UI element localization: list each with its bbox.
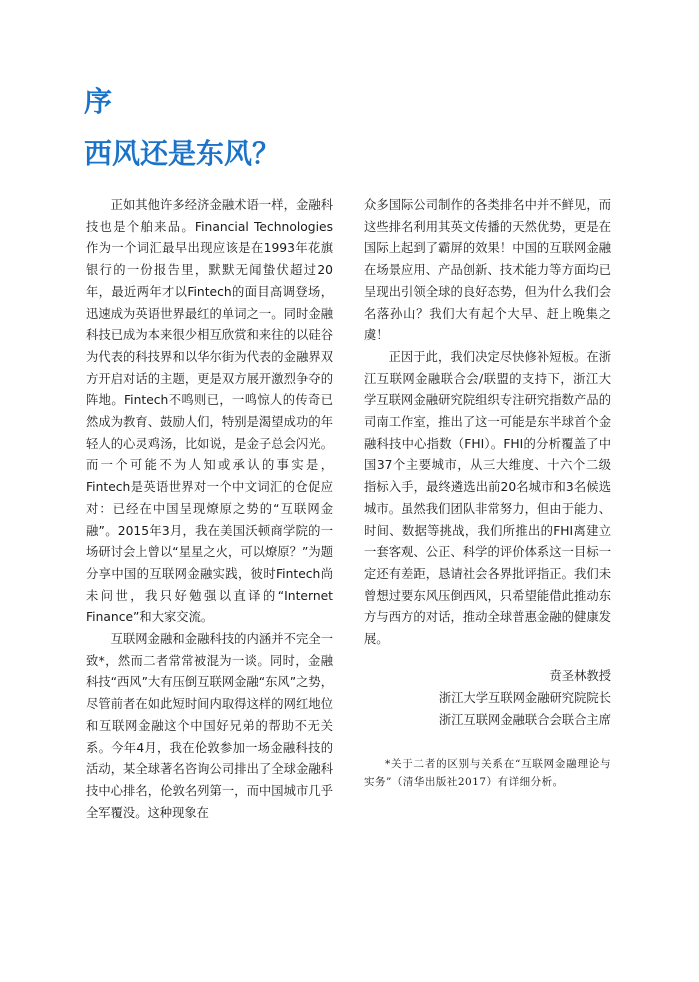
right-column xyxy=(364,195,611,791)
body-paragraph: 互联网金融和金融科技的内涵并不完全一致*，然而二者常常被混为一谈。同时，金融科技“西风”大有压倒互联网金融“东风”之势，尽管前者在如此短时间内取得这样的网红地位和互联网金融这个中国好兄弟的帮助不无关系。今年4月，我在伦敦参加一场金融科技的活动，某全球著名咨询公司排出了全球金融科技中心排名，伦敦名列第一，而中国城市几乎全军覆没。这种现象在 xyxy=(86,632,333,820)
author-title: 浙江互联网金融联合会联合主席 xyxy=(438,712,611,727)
page-subtitle: 西风还是东风？ xyxy=(84,137,281,170)
left-column xyxy=(86,195,333,824)
signature-block xyxy=(364,665,611,731)
footnote: *关于二者的区别与关系在“互联网金融理论与实务”（清华出版社2017）有详细分析。 xyxy=(364,757,611,788)
preface-title: 序 xyxy=(84,85,113,118)
body-paragraph: 正因于此，我们决定尽快修补短板。在浙江互联网金融联合会/联盟的支持下，浙江大学互联网金融研究院组织专注研究指数产品的司南工作室，推出了这一可能是东半球首个金融科技中心指数（FHI）。FHI的分析覆盖了中国37个主要城市，从三大维度、十六个二级指标入手，最终遴选出前20名城市和3名候选城市。虽然我们团队非常努力，但由于能力、时间、数据等挑战，我们所推出的FHI离建立一套客观、公正、科学的评价体系这一目标一定还有差距，恳请社会各界批评指正。我们未曾想过要东风压倒西风，只希望能借此推动东方与西方的对话，推动全球普惠金融的健康发展。 xyxy=(364,349,611,647)
author-name: 贲圣林教授 xyxy=(549,668,611,683)
body-paragraph-continued: 众多国际公司制作的各类排名中并不鲜见，而这些排名利用其英文传播的天然优势，更是在国际上起到了霸屏的效果！中国的互联网金融在场景应用、产品创新、技术能力等方面均已呈现出引领全球的良好态势，但为什么我们会名落孙山？我们大有起个大早、赶上晚集之虞！ xyxy=(364,198,611,343)
author-title: 浙江大学互联网金融研究院院长 xyxy=(438,690,611,705)
body-paragraph: 正如其他许多经济金融术语一样，金融科技也是个舶来品。Financial Technologies作为一个词汇最早出现应该是在1993年花旗银行的一份报告里，默默无闻蛰伏超过20年，最近两年才以Fintech的面目高调登场，迅速成为英语世界最红的单词之一。同时金融科技已成为本来很少相互欣赏和来往的以硅谷为代表的科技界和以华尔街为代表的金融界双方开启对话的主题，更是双方展开激烈争夺的阵地。Fintech不鸣则已，一鸣惊人的传奇已然成为教育、鼓励人们，特别是渴望成功的年轻人的心灵鸡汤，比如说，是金子总会闪光。而一个可能不为人知或承认的事实是，Fintech是英语世界对一个中文词汇的仓促应对：已经在中国呈现燎原之势的“互联网金融”。2015年3月，我在美国沃顿商学院的一场研讨会上曾以“星星之火，可以燎原？”为题分享中国的互联网金融实践，彼时Fintech尚未问世，我只好勉强以直译的“Internet Finance”和大家交流。 xyxy=(86,198,333,625)
